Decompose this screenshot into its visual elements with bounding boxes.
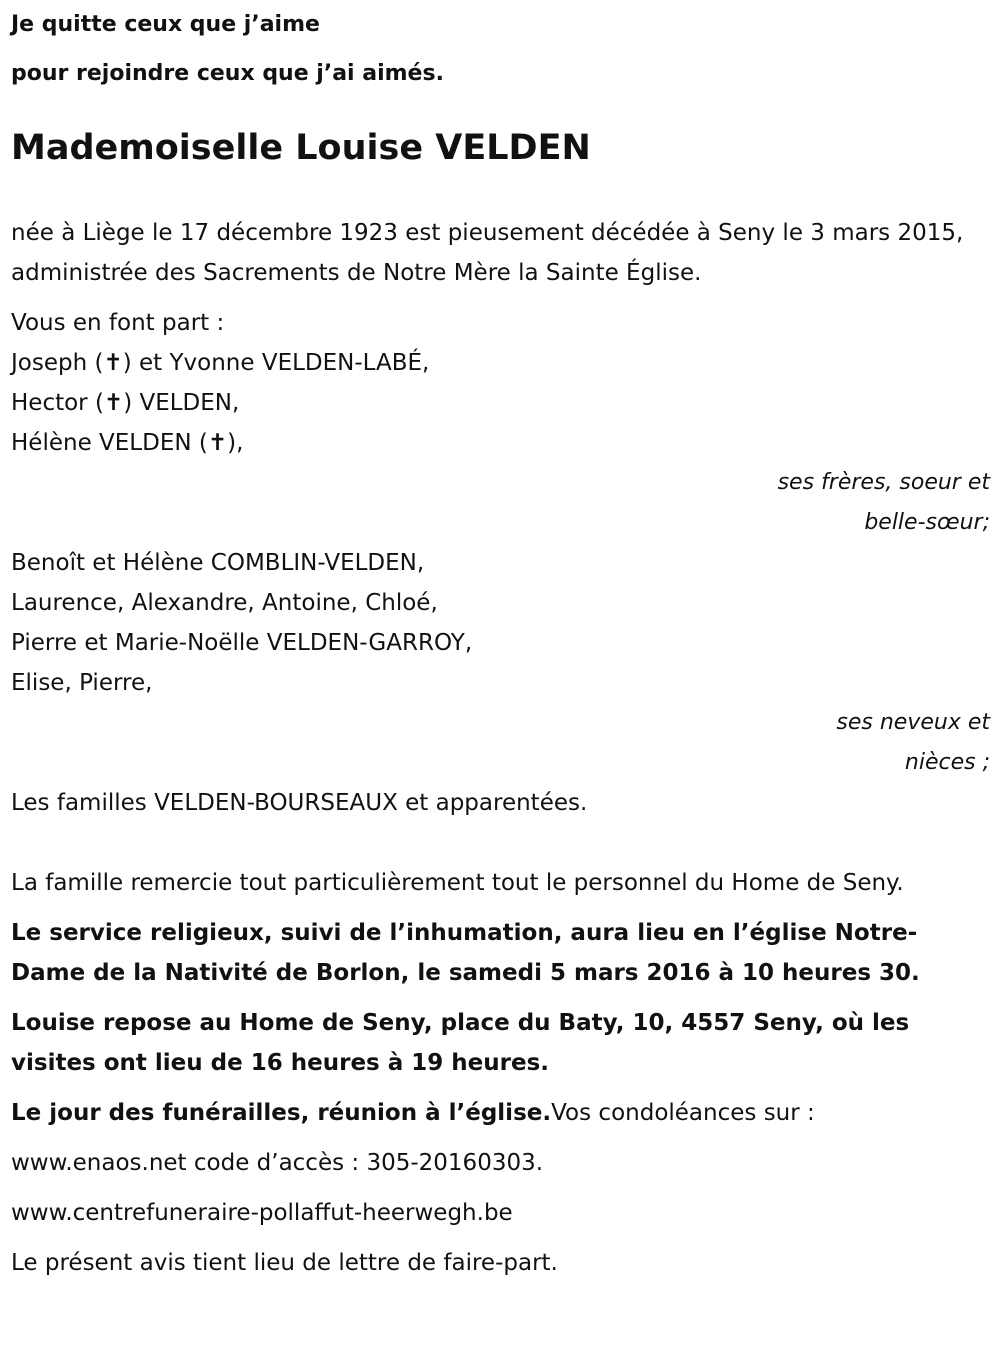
enaos-link[interactable]: www.enaos.net code d’accès : 305-20160303. xyxy=(11,1150,544,1176)
visits-paragraph: Louise repose au Home de Seny, place du Baty, 10, 4557 Seny, où les visites ont lieu de 16 heures à 19 heures. xyxy=(11,1010,910,1076)
nephew-line: Laurence, Alexandre, Antoine, Chloé, xyxy=(11,590,438,616)
centre-funeraire-link[interactable]: www.centrefuneraire-pollaffut-heerwegh.be xyxy=(11,1200,513,1226)
service-paragraph: Le service religieux, suivi de l’inhumation, aura lieu en l’église Notre-Dame de la Nativité de Borlon, le samedi 5 mars 2016 à 10 heures 30. xyxy=(11,920,920,986)
sibling-line: Joseph (✝) et Yvonne VELDEN-LABÉ, xyxy=(11,350,430,376)
families-line: Les familles VELDEN-BOURSEAUX et apparentées. xyxy=(11,790,588,816)
closing-line: Le présent avis tient lieu de lettre de faire-part. xyxy=(11,1250,558,1276)
siblings-relation-1: ses frères, soeur et xyxy=(777,470,990,495)
announce-line: Vous en font part : xyxy=(11,310,225,336)
nephews-relation-2: nièces ; xyxy=(904,750,990,775)
condolences-text: Vos condoléances sur : xyxy=(551,1100,815,1126)
siblings-block xyxy=(11,343,990,543)
nephew-line: Benoît et Hélène COMBLIN-VELDEN, xyxy=(11,550,425,576)
nephew-line: Elise, Pierre, xyxy=(11,670,153,696)
sibling-line: Hélène VELDEN (✝), xyxy=(11,430,244,456)
epigraph-line-2: pour rejoindre ceux que j’ai aimés. xyxy=(11,61,444,86)
epigraph-line-1: Je quitte ceux que j’aime xyxy=(11,12,320,37)
deceased-name: Mademoiselle Louise VELDEN xyxy=(11,128,591,168)
nephews-block xyxy=(11,543,990,783)
siblings-relation-2: belle-sœur; xyxy=(864,510,990,535)
thanks-paragraph: La famille remercie tout particulièrement tout le personnel du Home de Seny. xyxy=(11,870,904,896)
funeral-day-line xyxy=(11,1093,990,1133)
sibling-line: Hector (✝) VELDEN, xyxy=(11,390,240,416)
intro-paragraph: née à Liège le 17 décembre 1923 est pieusement décédée à Seny le 3 mars 2015, administrée des Sacrements de Notre Mère la Sainte Église. xyxy=(11,220,964,286)
funeral-day-bold: Le jour des funérailles, réunion à l’église. xyxy=(11,1100,552,1126)
nephew-line: Pierre et Marie-Noëlle VELDEN-GARROY, xyxy=(11,630,473,656)
nephews-relation-1: ses neveux et xyxy=(836,710,990,735)
